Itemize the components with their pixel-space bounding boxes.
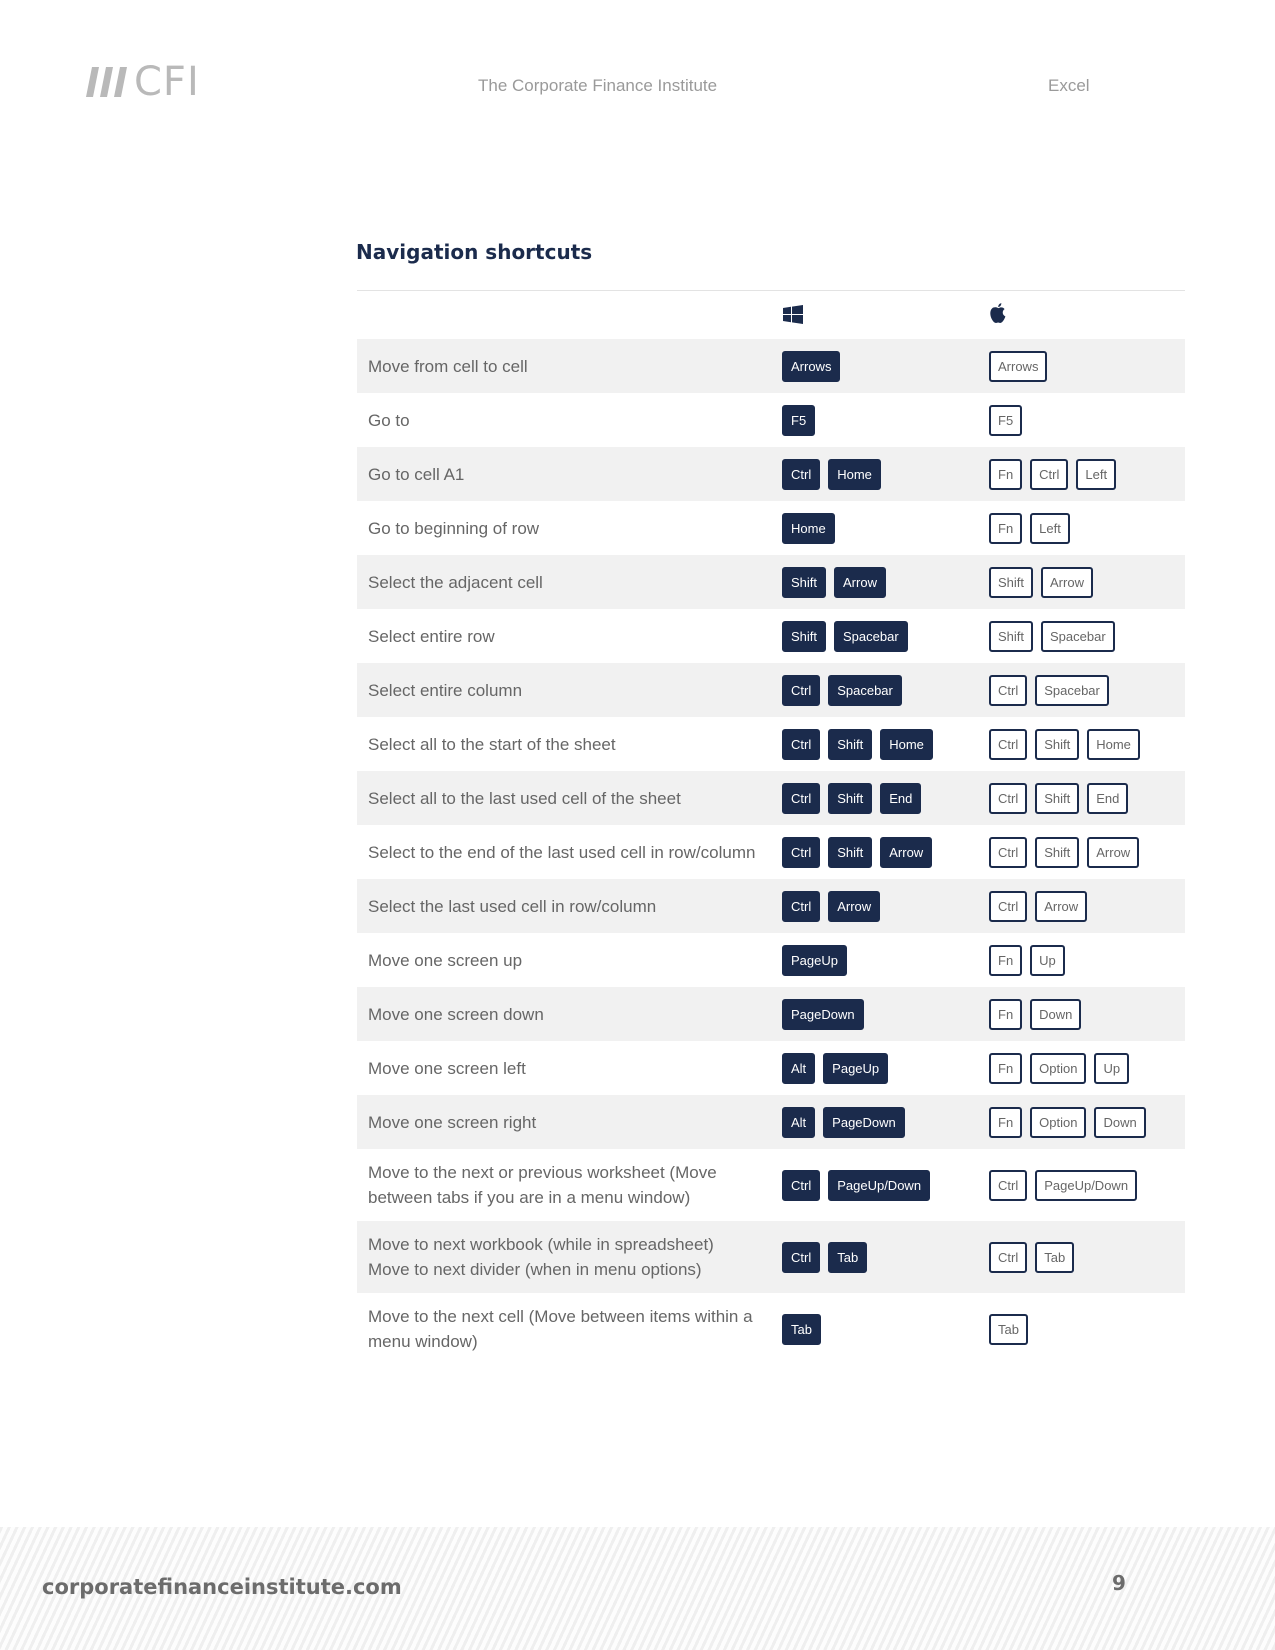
logo-text: CFI	[134, 59, 200, 105]
shortcut-description: Move one screen down	[368, 1004, 544, 1024]
win-key: Tab	[828, 1242, 867, 1273]
mac-keys	[989, 675, 1185, 706]
shortcut-description: Select all to the start of the sheet	[368, 734, 616, 754]
table-row	[357, 339, 1185, 393]
table-row	[357, 609, 1185, 663]
page-footer	[0, 1527, 1275, 1650]
page-number: 9	[1112, 1571, 1126, 1595]
shortcut-description: Move to the next cell (Move between items within a menu window)	[368, 1307, 753, 1351]
win-key: Shift	[782, 567, 826, 598]
footer-url: corporatefinanceinstitute.com	[42, 1575, 402, 1599]
page-header	[0, 0, 1275, 140]
windows-keys	[782, 945, 989, 976]
win-key: Shift	[828, 783, 872, 814]
table-row	[357, 1221, 1185, 1293]
shortcut-description: Move to the next or previous worksheet (Move between tabs if you are in a menu window)	[368, 1163, 717, 1207]
win-key: Home	[782, 513, 835, 544]
mac-key: Option	[1030, 1107, 1086, 1138]
mac-key: Down	[1030, 999, 1081, 1030]
mac-keys	[989, 783, 1185, 814]
table-row	[357, 987, 1185, 1041]
win-key: End	[880, 783, 921, 814]
windows-keys	[782, 621, 989, 652]
table-row	[357, 825, 1185, 879]
windows-keys	[782, 567, 989, 598]
win-key: Home	[880, 729, 933, 760]
mac-key: Shift	[1035, 783, 1079, 814]
windows-keys	[782, 1107, 989, 1138]
mac-keys	[989, 351, 1185, 382]
win-key: Alt	[782, 1053, 815, 1084]
table-row	[357, 393, 1185, 447]
win-key: F5	[782, 405, 815, 436]
win-key: Ctrl	[782, 675, 820, 706]
mac-key: Left	[1076, 459, 1116, 490]
mac-key: Shift	[989, 567, 1033, 598]
windows-keys	[782, 675, 989, 706]
windows-keys	[782, 1242, 989, 1273]
win-key: Spacebar	[828, 675, 902, 706]
mac-key: Shift	[1035, 729, 1079, 760]
mac-key: Up	[1094, 1053, 1129, 1084]
table-header	[357, 290, 1185, 339]
mac-key: F5	[989, 405, 1022, 436]
shortcut-description: Select all to the last used cell of the sheet	[368, 788, 681, 808]
table-row	[357, 1149, 1185, 1221]
mac-key: Fn	[989, 999, 1022, 1030]
mac-keys	[989, 1170, 1185, 1201]
windows-keys	[782, 1170, 989, 1201]
win-key: Spacebar	[834, 621, 908, 652]
shortcut-description: Select entire row	[368, 626, 495, 646]
mac-keys	[989, 891, 1185, 922]
mac-key: Ctrl	[989, 1242, 1027, 1273]
shortcut-description: Select to the end of the last used cell in row/column	[368, 842, 756, 862]
win-key: Ctrl	[782, 891, 820, 922]
mac-key: Shift	[1035, 837, 1079, 868]
mac-keys	[989, 837, 1185, 868]
mac-key: Arrow	[1035, 891, 1087, 922]
mac-key: PageUp/Down	[1035, 1170, 1137, 1201]
mac-key: Arrows	[989, 351, 1047, 382]
windows-keys	[782, 459, 989, 490]
mac-key: Home	[1087, 729, 1140, 760]
mac-key: Ctrl	[989, 783, 1027, 814]
win-key: Shift	[828, 837, 872, 868]
win-key: Ctrl	[782, 837, 820, 868]
shortcuts-table	[357, 290, 1185, 1365]
mac-key: Spacebar	[1041, 621, 1115, 652]
windows-keys	[782, 513, 989, 544]
mac-key: Ctrl	[989, 729, 1027, 760]
table-row	[357, 555, 1185, 609]
shortcut-description: Go to beginning of row	[368, 518, 540, 538]
windows-keys	[782, 891, 989, 922]
table-row	[357, 501, 1185, 555]
mac-key: Ctrl	[989, 891, 1027, 922]
mac-key: Fn	[989, 513, 1022, 544]
mac-keys	[989, 1242, 1185, 1273]
table-row	[357, 1095, 1185, 1149]
table-row	[357, 933, 1185, 987]
mac-key: Fn	[989, 459, 1022, 490]
table-row	[357, 1041, 1185, 1095]
mac-keys	[989, 945, 1185, 976]
table-row	[357, 771, 1185, 825]
mac-keys	[989, 459, 1185, 490]
mac-key: Tab	[1035, 1242, 1074, 1273]
shortcut-description: Go to cell A1	[368, 464, 465, 484]
mac-keys	[989, 1314, 1185, 1345]
shortcut-description: Move one screen right	[368, 1112, 537, 1132]
mac-keys	[989, 1053, 1185, 1084]
mac-key: Ctrl	[989, 675, 1027, 706]
mac-keys	[989, 513, 1185, 544]
mac-key: Ctrl	[989, 1170, 1027, 1201]
windows-keys	[782, 1314, 989, 1345]
cfi-logo-mark-icon	[86, 67, 128, 97]
shortcut-description: Go to	[368, 410, 410, 430]
windows-keys	[782, 351, 989, 382]
shortcut-description: Select the last used cell in row/column	[368, 896, 657, 916]
mac-key: Option	[1030, 1053, 1086, 1084]
shortcut-description: Select the adjacent cell	[368, 572, 543, 592]
mac-keys	[989, 405, 1185, 436]
mac-key: Up	[1030, 945, 1065, 976]
mac-key: Tab	[989, 1314, 1028, 1345]
win-key: Ctrl	[782, 783, 820, 814]
mac-key: Fn	[989, 1053, 1022, 1084]
win-key: PageDown	[782, 999, 864, 1030]
mac-key: Shift	[989, 621, 1033, 652]
mac-key: Fn	[989, 945, 1022, 976]
windows-keys	[782, 783, 989, 814]
table-row	[357, 663, 1185, 717]
win-key: PageDown	[823, 1107, 905, 1138]
win-key: Alt	[782, 1107, 815, 1138]
shortcut-description: Move to next workbook (while in spreadsheet) Move to next divider (when in menu options)	[368, 1235, 714, 1279]
mac-keys	[989, 999, 1185, 1030]
mac-key: Left	[1030, 513, 1070, 544]
mac-key: Spacebar	[1035, 675, 1109, 706]
windows-keys	[782, 1053, 989, 1084]
win-key: Arrow	[834, 567, 886, 598]
shortcut-description: Move one screen left	[368, 1058, 526, 1078]
mac-key: Ctrl	[1030, 459, 1068, 490]
win-key: PageUp	[823, 1053, 888, 1084]
win-key: PageUp/Down	[828, 1170, 930, 1201]
header-title: The Corporate Finance Institute	[478, 76, 718, 95]
win-key: Ctrl	[782, 1242, 820, 1273]
table-body	[357, 339, 1185, 1365]
win-key: Ctrl	[782, 459, 820, 490]
win-key: Ctrl	[782, 729, 820, 760]
mac-keys	[989, 567, 1185, 598]
mac-keys	[989, 729, 1185, 760]
table-row	[357, 717, 1185, 771]
shortcut-description: Move one screen up	[368, 950, 523, 970]
section-title: Navigation shortcuts	[356, 240, 593, 264]
table-row	[357, 447, 1185, 501]
windows-keys	[782, 837, 989, 868]
windows-keys	[782, 405, 989, 436]
mac-key: End	[1087, 783, 1128, 814]
mac-key: Arrow	[1041, 567, 1093, 598]
win-key: Arrows	[782, 351, 840, 382]
mac-key: Arrow	[1087, 837, 1139, 868]
table-row	[357, 879, 1185, 933]
win-key: Arrow	[828, 891, 880, 922]
win-key: Arrow	[880, 837, 932, 868]
win-key: Shift	[782, 621, 826, 652]
win-key: PageUp	[782, 945, 847, 976]
win-key: Shift	[828, 729, 872, 760]
mac-keys	[989, 621, 1185, 652]
shortcut-description: Move from cell to cell	[368, 356, 528, 376]
windows-keys	[782, 729, 989, 760]
win-key: Ctrl	[782, 1170, 820, 1201]
header-section: Excel	[1048, 76, 1090, 95]
win-key: Tab	[782, 1314, 821, 1345]
win-key: Home	[828, 459, 881, 490]
table-row	[357, 1293, 1185, 1365]
windows-logo-icon	[783, 305, 803, 329]
shortcut-description: Select entire column	[368, 680, 523, 700]
mac-key: Down	[1094, 1107, 1145, 1138]
mac-key: Fn	[989, 1107, 1022, 1138]
mac-keys	[989, 1107, 1185, 1138]
windows-keys	[782, 999, 989, 1030]
cfi-logo	[86, 59, 200, 105]
apple-logo-icon	[989, 303, 1007, 329]
mac-key: Ctrl	[989, 837, 1027, 868]
